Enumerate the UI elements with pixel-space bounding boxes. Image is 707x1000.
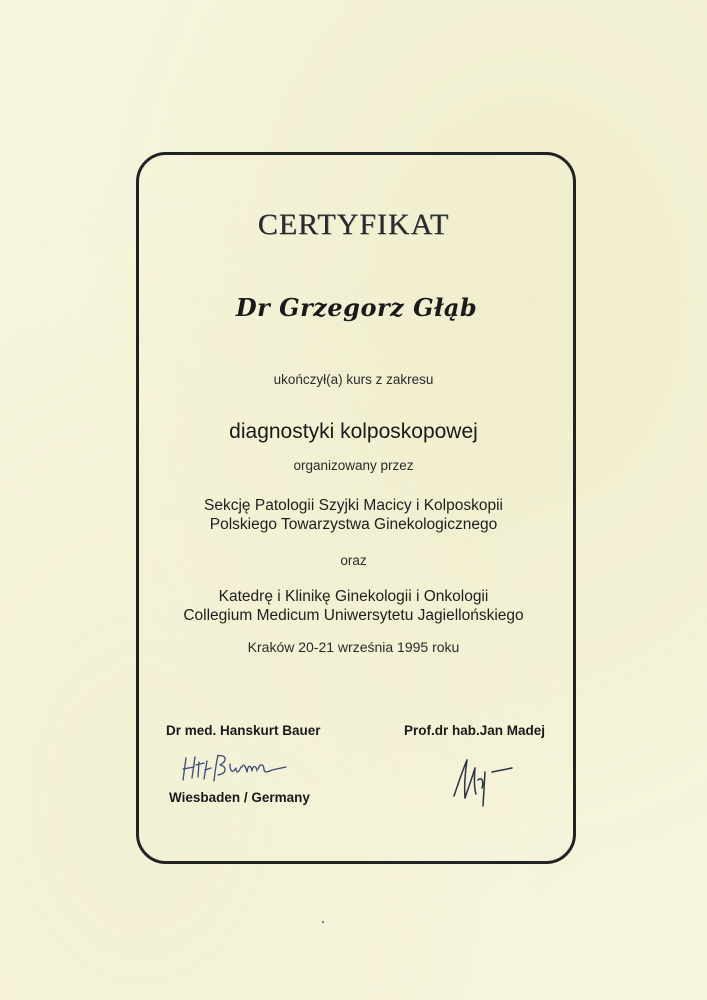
organizer-1-line-1: Sekcję Patologii Szyjki Macicy i Kolposkopii — [204, 497, 503, 514]
certificate-title: CERTYFIKAT — [257, 208, 450, 241]
paper-speck — [322, 921, 324, 923]
course-name: diagnostyki kolposkopowej — [229, 420, 478, 443]
left-signatory-name: Dr med. Hanskurt Bauer — [166, 723, 321, 738]
organizer-2-line-2: Collegium Medicum Uniwersytetu Jagiellońskiego — [183, 607, 524, 624]
and-line: oraz — [340, 553, 367, 568]
organized-by-line: organizowany przez — [293, 458, 414, 473]
recipient-name: Dr Grzegorz Głąb — [235, 293, 478, 322]
left-signature-icon — [180, 748, 290, 784]
right-signatory-name: Prof.dr hab.Jan Madej — [404, 723, 546, 738]
right-signature-icon — [440, 752, 520, 810]
completed-course-line: ukończył(a) kurs z zakresu — [273, 372, 434, 387]
organizer-2-line-1: Katedrę i Klinikę Ginekologii i Onkologii — [218, 588, 489, 605]
organizer-1-line-2: Polskiego Towarzystwa Ginekologicznego — [209, 516, 498, 533]
left-signatory-location: Wiesbaden / Germany — [169, 790, 310, 805]
place-and-date: Kraków 20-21 września 1995 roku — [247, 639, 460, 655]
